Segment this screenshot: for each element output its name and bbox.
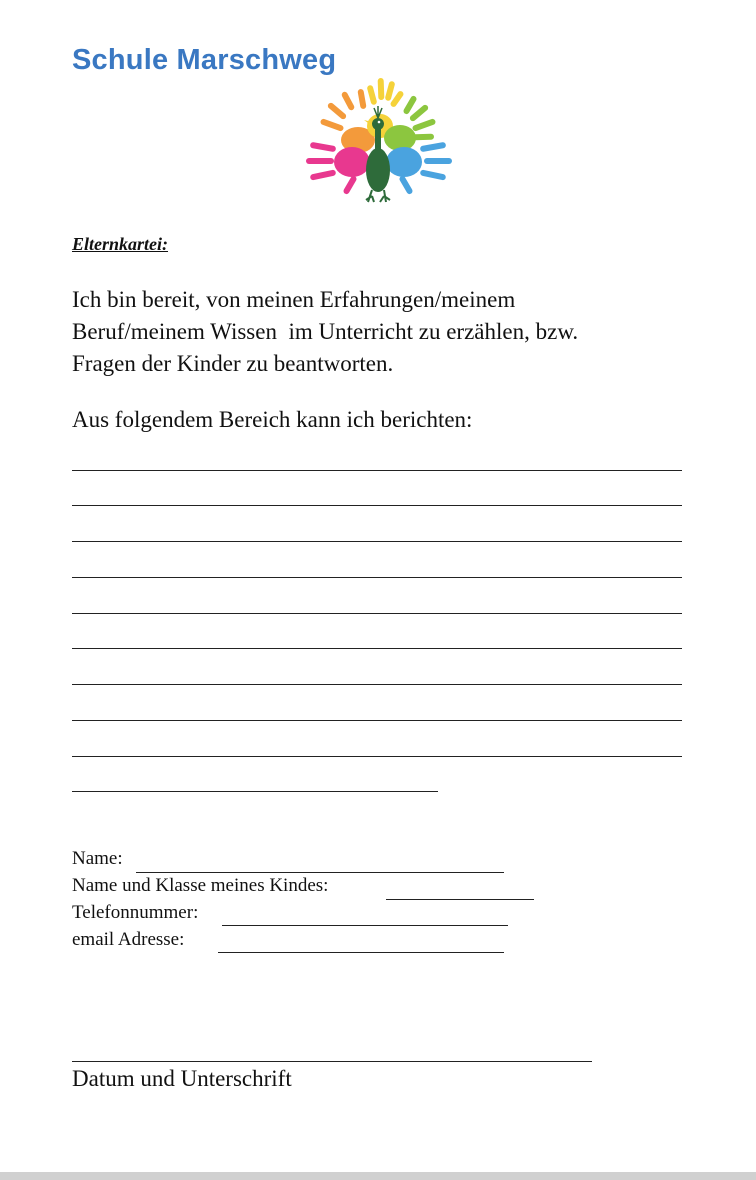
intro-line: Fragen der Kinder zu beantworten. [72,351,394,376]
answer-line[interactable] [72,791,438,792]
area-label: Aus folgendem Bereich kann ich berichten: [72,407,473,432]
name-label: Name: [72,848,123,869]
answer-line[interactable] [72,470,682,471]
phone-field [72,902,198,924]
answer-line[interactable] [72,577,682,578]
child-label: Name und Klasse meines Kindes: [72,875,329,896]
answer-line[interactable] [72,648,682,649]
answer-line[interactable] [72,541,682,542]
signature-line[interactable] [72,1061,592,1062]
blue-hand-icon [386,142,452,195]
answer-line[interactable] [72,756,682,757]
name-blank[interactable] [136,872,504,873]
email-label: email Adresse: [72,929,185,950]
answer-line[interactable] [72,613,682,614]
intro-line: Beruf/meinem Wissen im Unterricht zu erzählen, bzw. [72,319,579,344]
pink-hand-icon [306,142,370,195]
name-field [72,848,123,870]
school-name: Schule Marschweg [72,44,337,76]
answer-line[interactable] [72,720,682,721]
peacock-hands-logo-icon [300,78,456,208]
page-bottom-edge [0,1172,756,1180]
signature-label: Datum und Unterschrift [72,1066,292,1091]
child-field [72,875,328,897]
intro-text [72,284,712,380]
email-blank[interactable] [218,952,504,953]
form-heading: Elternkartei: [72,234,169,254]
answer-line[interactable] [72,505,682,506]
phone-blank[interactable] [222,925,508,926]
child-blank[interactable] [386,899,534,900]
phone-label: Telefonnummer: [72,902,199,923]
intro-line: Ich bin bereit, von meinen Erfahrungen/meinem [72,287,516,312]
answer-line[interactable] [72,684,682,685]
email-field [72,929,184,951]
